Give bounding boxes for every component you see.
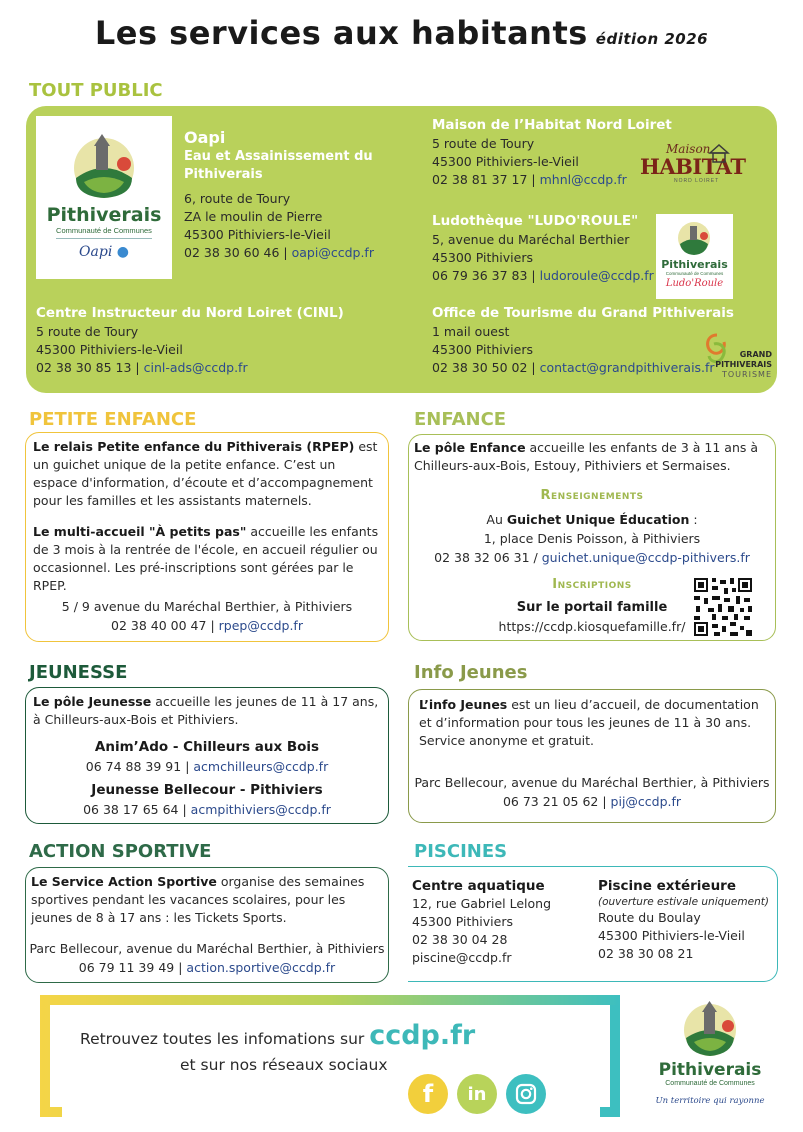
tourisme-name: Office de Tourisme du Grand Pithiverais: [432, 305, 734, 321]
ludo-info: [432, 212, 662, 285]
centre-aquatique-addr1: 12, rue Gabriel Lelong: [412, 896, 552, 911]
linkedin-icon[interactable]: [457, 1074, 497, 1114]
separator: |: [527, 172, 540, 187]
separator: |: [206, 618, 219, 633]
gp-logo-l2: PITHIVERAIS: [715, 360, 772, 369]
piscine-exterieure-addr2: 45300 Pithiviers-le-Vieil: [598, 928, 745, 943]
separator: |: [527, 268, 540, 283]
action-sportive-contact: [26, 959, 388, 977]
piscine-exterieure-phone: 02 38 30 08 21: [598, 946, 694, 961]
habitat-logo-main: HABITAT: [640, 154, 746, 179]
rpep-address: 5 / 9 avenue du Maréchal Berthier, à Pithiviers: [61, 599, 353, 614]
title-text: Les services aux habitants: [94, 14, 588, 52]
action-sportive-title: Le Service Action Sportive: [31, 874, 217, 889]
guichet-address: 1, place Denis Poisson, à Pithiviers: [483, 531, 701, 546]
oapi-name: Oapi: [184, 128, 226, 147]
ludo-contact: [432, 267, 662, 285]
separator: |: [174, 960, 187, 975]
ludo-addr2: 45300 Pithiviers: [432, 250, 533, 265]
instagram-glyph: [514, 1082, 538, 1106]
info-jeunes-box: [408, 689, 776, 823]
info-jeunes-address: Parc Bellecour, avenue du Maréchal Berthier, à Pithiviers: [414, 775, 770, 790]
multi-accueil-title: Le multi-accueil "À petits pas": [33, 524, 247, 539]
info-jeunes-phone: 06 73 21 05 62: [502, 794, 599, 809]
piscines-box: [408, 866, 778, 982]
animado-contact: [26, 758, 388, 776]
info-jeunes-heading: Info Jeunes: [414, 662, 528, 683]
guichet-phone: 02 38 32 06 31: [434, 550, 530, 565]
pithiverais-emblem-icon: [650, 996, 770, 1062]
cinl-email-link[interactable]: cinl-ads@ccdp.fr: [143, 360, 248, 375]
tourisme-addr1: 1 mail ouest: [432, 324, 510, 339]
instagram-icon[interactable]: [506, 1074, 546, 1114]
piscine-exterieure-addr1: Route du Boulay: [598, 910, 701, 925]
guichet-email-link[interactable]: guichet.unique@ccdp-pithivers.fr: [541, 550, 750, 565]
rpep-email-link[interactable]: rpep@ccdp.fr: [218, 618, 303, 633]
ludo-phone: 06 79 36 37 83: [432, 268, 528, 283]
habitat-logo-top: Maison: [666, 142, 711, 156]
rpep-desc: est un guichet unique de la petite enfance. C’est un espace d'information, d’écoute et d’accompagnement pour les familles et les assistants maternels.: [33, 439, 378, 508]
petite-enfance-p2: [33, 523, 383, 595]
footer-line1: [80, 1020, 540, 1051]
separator: |: [279, 245, 292, 260]
footer-line1-text: Retrouvez toutes les infomations sur: [80, 1030, 370, 1048]
footer-line2: et sur nos réseaux sociaux: [180, 1056, 388, 1074]
oapi-desc2: Pithiverais: [184, 167, 263, 182]
ludo-logo-brand: Ludo'Roule: [665, 278, 724, 289]
oapi-logo-name: Pithiverais: [46, 204, 162, 226]
habitat-logo-sub: NORD LOIRET: [674, 178, 720, 184]
oapi-addr3: 45300 Pithiviers-le-Vieil: [184, 227, 331, 242]
action-sportive-address: Parc Bellecour, avenue du Maréchal Berthier, à Pithiviers: [29, 941, 385, 956]
page-title: [0, 14, 803, 52]
bellecour-phone: 06 38 17 65 64: [83, 802, 179, 817]
gp-logo-l3: TOURISME: [722, 370, 772, 379]
tout-public-heading: TOUT PUBLIC: [29, 80, 163, 101]
piscine-exterieure-note: (ouverture estivale uniquement): [598, 896, 769, 908]
pithiverais-footer-logo: [650, 996, 770, 1116]
rpep-title: Le relais Petite enfance du Pithiverais (RPEP): [33, 439, 355, 454]
footer-logo-name: Pithiverais: [658, 1060, 762, 1080]
footer-logo-tagline: Un territoire qui rayonne: [655, 1096, 765, 1106]
piscine-exterieure-name: Piscine extérieure: [598, 878, 736, 894]
cinl-info: [36, 304, 416, 377]
info-jeunes-p1: [419, 696, 764, 750]
habitat-addr1: 5 route de Toury: [432, 136, 535, 151]
separator: |: [527, 360, 540, 375]
ludoroule-logo: [656, 214, 733, 299]
habitat-phone: 02 38 81 37 17: [432, 172, 528, 187]
info-jeunes-email-link[interactable]: pij@ccdp.fr: [610, 794, 682, 809]
action-sportive-p1: [31, 873, 383, 927]
cinl-name: Centre Instructeur du Nord Loiret (CINL): [36, 305, 344, 321]
centre-aquatique-addr2: 45300 Pithiviers: [412, 914, 513, 929]
rpep-phone: 02 38 40 00 47: [111, 618, 207, 633]
separator: |: [178, 802, 191, 817]
water-drop-icon: ●: [116, 244, 129, 260]
piscine-exterieure: [598, 877, 773, 963]
maison-habitat-logo: [640, 142, 746, 192]
oapi-logo: [36, 116, 172, 279]
ludo-logo-name: Pithiverais: [661, 258, 728, 271]
habitat-addr2: 45300 Pithiviers-le-Vieil: [432, 154, 579, 169]
cinl-addr2: 45300 Pithiviers-le-Vieil: [36, 342, 183, 357]
rpep-contact: [26, 617, 388, 635]
facebook-icon[interactable]: [408, 1074, 448, 1114]
oapi-logo-brand: [36, 244, 172, 260]
habitat-name: Maison de l’Habitat Nord Loiret: [432, 117, 672, 133]
oapi-addr2: ZA le moulin de Pierre: [184, 209, 323, 224]
pole-jeunesse-desc: accueille les jeunes de 11 à 17 ans, à Chilleurs-aux-Bois et Pithiviers.: [33, 694, 379, 727]
info-jeunes-contact: [409, 793, 775, 811]
tourisme-info: [432, 304, 742, 377]
centre-aquatique: [412, 877, 592, 967]
inscriptions-heading: Inscriptions: [552, 577, 632, 592]
grand-pithiverais-tourisme-logo: [700, 330, 772, 390]
multi-accueil-desc: accueille les enfants de 3 mois à la rentrée de l'école, en accueil régulier ou occasionnel. Les pré-inscriptions sont gérées par le RPEP.: [33, 524, 379, 593]
jeunesse-p1: [33, 693, 383, 729]
enfance-box: [408, 434, 776, 641]
petite-enfance-box: [25, 432, 389, 642]
tourisme-email-link[interactable]: contact@grandpithiverais.fr: [539, 360, 715, 375]
pithiverais-emblem-icon: [36, 116, 172, 216]
centre-aquatique-phone: 02 38 30 04 28: [412, 932, 508, 947]
action-sportive-box: [25, 867, 389, 983]
guichet-name: Guichet Unique Éducation: [506, 512, 690, 527]
edition-label: édition 2026: [595, 30, 709, 48]
animado-phone: 06 74 88 39 91: [85, 759, 182, 774]
tourisme-phone: 02 38 30 50 02: [432, 360, 528, 375]
qr-code-icon[interactable]: [692, 576, 754, 638]
pole-enfance-desc: accueille les enfants de 3 à 11 ans à Chilleurs-aux-Bois, Estouy, Pithiviers et Sermaises.: [414, 440, 759, 473]
facebook-glyph: f: [422, 1080, 434, 1108]
centre-aquatique-email-link[interactable]: piscine@ccdp.fr: [412, 950, 512, 965]
ludo-name: Ludothèque "LUDO'ROULE": [432, 213, 639, 229]
info-jeunes-title: L’info Jeunes: [419, 697, 508, 712]
oapi-email-link[interactable]: oapi@ccdp.fr: [291, 245, 374, 260]
jeunesse-heading: JEUNESSE: [29, 662, 128, 683]
cinl-contact: [36, 359, 416, 377]
enfance-p1: [414, 439, 768, 475]
piscines-heading: PISCINES: [414, 841, 508, 862]
linkedin-glyph: in: [467, 1083, 487, 1105]
animado-email-link[interactable]: acmchilleurs@ccdp.fr: [193, 759, 329, 774]
oapi-brand-text: Oapi: [79, 244, 113, 260]
oapi-logo-sub: Communauté de Communes: [56, 226, 152, 235]
renseignements-heading: Renseignements: [540, 488, 644, 503]
separator: /: [529, 550, 542, 565]
enfance-heading: ENFANCE: [414, 409, 507, 430]
animado-name: Anim’Ado - Chilleurs aux Bois: [94, 739, 320, 755]
bellecour-contact: [26, 801, 388, 819]
action-sportive-phone: 06 79 11 39 49: [78, 960, 175, 975]
ludo-email-link[interactable]: ludoroule@ccdp.fr: [539, 268, 654, 283]
ccdp-site-link[interactable]: ccdp.fr: [369, 1020, 476, 1051]
petite-enfance-heading: PETITE ENFANCE: [29, 409, 197, 430]
tourisme-contact: [432, 359, 742, 377]
action-sportive-email-link[interactable]: action.sportive@ccdp.fr: [186, 960, 336, 975]
oapi-addr1: 6, route de Toury: [184, 191, 291, 206]
pole-enfance-title: Le pôle Enfance: [414, 440, 526, 455]
jeunesse-box: [25, 687, 389, 824]
centre-aquatique-name: Centre aquatique: [412, 878, 545, 894]
guichet-suffix: :: [689, 512, 698, 527]
oapi-info: [184, 128, 414, 262]
tourisme-addr2: 45300 Pithiviers: [432, 342, 533, 357]
petite-enfance-p1: [33, 438, 383, 510]
separator: |: [131, 360, 144, 375]
guichet-contact: [409, 549, 775, 567]
action-sportive-desc: organise des semaines sportives pendant les vacances scolaires, pour les jeunes de 8 à 17 ans : les Tickets Sports.: [31, 874, 365, 925]
ludo-logo-sub: Communauté de Communes: [665, 271, 724, 276]
house-icon: [708, 142, 730, 164]
oapi-desc1: Eau et Assainissement du: [184, 149, 373, 164]
oapi-logo-divider: [56, 238, 152, 239]
cinl-addr1: 5 route de Toury: [36, 324, 139, 339]
portail-url-link[interactable]: https://ccdp.kiosquefamille.fr/: [498, 619, 686, 634]
cinl-phone: 02 38 30 85 13: [36, 360, 132, 375]
guichet-prefix: Au: [486, 512, 507, 527]
portail-label: Sur le portail famille: [516, 600, 668, 615]
pithiverais-emblem-icon: [656, 214, 733, 260]
gp-logo-l1: GRAND: [739, 350, 772, 359]
separator: |: [181, 759, 194, 774]
ludo-addr1: 5, avenue du Maréchal Berthier: [432, 232, 630, 247]
footer-logo-sub: Communauté de Communes: [665, 1080, 755, 1087]
guichet-line: [409, 511, 775, 529]
action-sportive-heading: ACTION SPORTIVE: [29, 841, 212, 862]
pole-jeunesse-title: Le pôle Jeunesse: [33, 694, 152, 709]
bellecour-name: Jeunesse Bellecour - Pithiviers: [91, 782, 323, 798]
info-jeunes-desc: est un lieu d’accueil, de documentation et d’information pour tous les jeunes de 11 à 30 ans. Service anonyme et gratuit.: [419, 697, 759, 748]
habitat-email-link[interactable]: mhnl@ccdp.fr: [539, 172, 627, 187]
bellecour-email-link[interactable]: acmpithiviers@ccdp.fr: [190, 802, 331, 817]
oapi-contact: [184, 244, 414, 262]
oapi-phone: 02 38 30 60 46: [184, 245, 280, 260]
separator: |: [598, 794, 611, 809]
